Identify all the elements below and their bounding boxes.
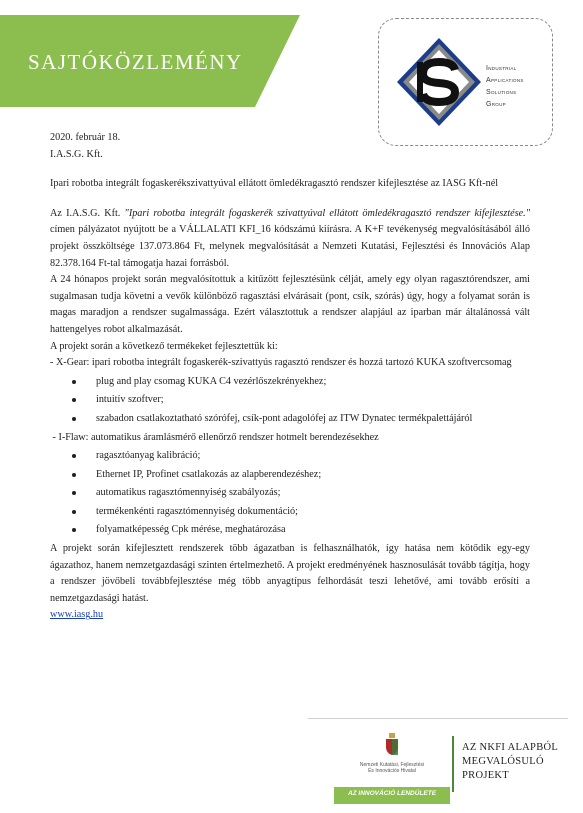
subject-line: Ipari robotba integrált fogaskerékszivattyúval ellátott ömledékragasztó rendszer kifejlesztése az IASG Kft-nél (50, 178, 499, 190)
press-release-body (50, 130, 530, 624)
nkfi-office-name: Nemzeti Kutatási, Fejlesztési És Innovációs Hivatal (359, 762, 425, 774)
website-link[interactable]: www.iasg.hu (50, 609, 104, 621)
slogan-text: AZ INNOVÁCIÓ LENDÜLETE (347, 790, 437, 797)
list-item: termékenkénti ragasztómennyiség dokumentáció; (72, 504, 530, 521)
logo-word-3: SOLUTIONS (486, 89, 517, 96)
footer-vertical-divider (452, 736, 454, 792)
footer-divider (308, 718, 568, 719)
iflaw-heading: - I-Flaw: automatikus áramlásmérő ellenőrző rendszer hotmelt berendezésekhez (50, 431, 379, 443)
company-name: I.A.S.G. Kft. (50, 148, 103, 160)
logo-word-2: APPLICATIONS (486, 77, 524, 84)
nkfi-project-label: AZ NKFI ALAPBÓL MEGVALÓSULÓ PROJEKT (462, 742, 559, 781)
xgear-feature-list (50, 374, 530, 428)
page-title: SAJTÓKÖZLEMÉNY (28, 50, 243, 74)
logo-word-1: INDUSTRIAL (486, 65, 517, 72)
logo-wordmark (486, 63, 524, 111)
logo-word-4: GROUP (486, 101, 506, 108)
project-title-quote: "Ipari robotba integrált fogaskerék szivattyúval ellátott ömledékragasztó rendszer kifejlesztése." (124, 207, 531, 219)
intro-paragraph: Az I.A.S.G. Kft. "Ipari robotba integrált fogaskerék szivattyúval ellátott ömledékragasztó rendszer kifejlesztése." címen pályázatot nyújtott be a VÁLLALATI KFI_16 kódszámú kiírásra. A K+F tevékenység megvalósításából álló projekt összköltsége 137.073.864 Ft, melynek megvalósítását a Nemzeti Kutatási, Fejlesztési és Innovációs Alap 82.378.164 Ft-tal támogatja hazai forrásból. (50, 207, 531, 269)
hungarian-crest-icon (385, 733, 399, 755)
products-intro: A projekt során a következő termékeket fejlesztettük ki: (50, 340, 278, 352)
list-item: plug and play csomag KUKA C4 vezérlőszekrényekhez; (72, 374, 530, 391)
list-item: intuitív szoftver; (72, 392, 530, 409)
iasg-logo-icon (395, 36, 483, 128)
list-item: ragasztóanyag kalibráció; (72, 448, 530, 465)
list-item: automatikus ragasztómennyiség szabályozás; (72, 485, 530, 502)
list-item: Ethernet IP, Profinet csatlakozás az alapberendezéshez; (72, 467, 530, 484)
iflaw-feature-list (50, 448, 530, 539)
goal-paragraph: A 24 hónapos projekt során megvalósítottuk a kitűzött fejlesztésünk célját, amely egy olyan ragasztórendszer, ami sugalmasan tudja követni a vevők különböző ragasztási elvárásait (pont, csík, szórás) úgy, hogy a folyamat során is magas maradjon a rendszer sugalmassága. Ezért választottuk a rendszer alapjául az iparban már általánossá vált hattengelyes robot alkalmazását. (50, 274, 530, 335)
list-item: szabadon csatlakoztatható szórófej, csík-pont adagolófej az ITW Dynatec termékpalettájáról (72, 411, 530, 428)
date: 2020. február 18. (50, 132, 121, 143)
list-item: folyamatképesség Cpk mérése, meghatározása (72, 522, 530, 539)
impact-paragraph: A projekt során kifejlesztett rendszerek több ágazatban is felhasználhatók, így hatása nem kötődik egy-egy ágazathoz, hanem nemzetgazdasági szinten értelmezhető. A projekt eredményének hasznosulását tovább tágítja, hogy a rendszer jövőbeli továbbfejlesztése még több anyagtípus felhordását teszi lehetővé, ami tovább erősíti a nemzetgazdasági hatást. (50, 543, 530, 604)
xgear-heading: - X-Gear: ipari robotba integrált fogaskerék-szivattyús ragasztó rendszer és hozzá tartozó KUKA szoftvercsomag (50, 357, 512, 369)
